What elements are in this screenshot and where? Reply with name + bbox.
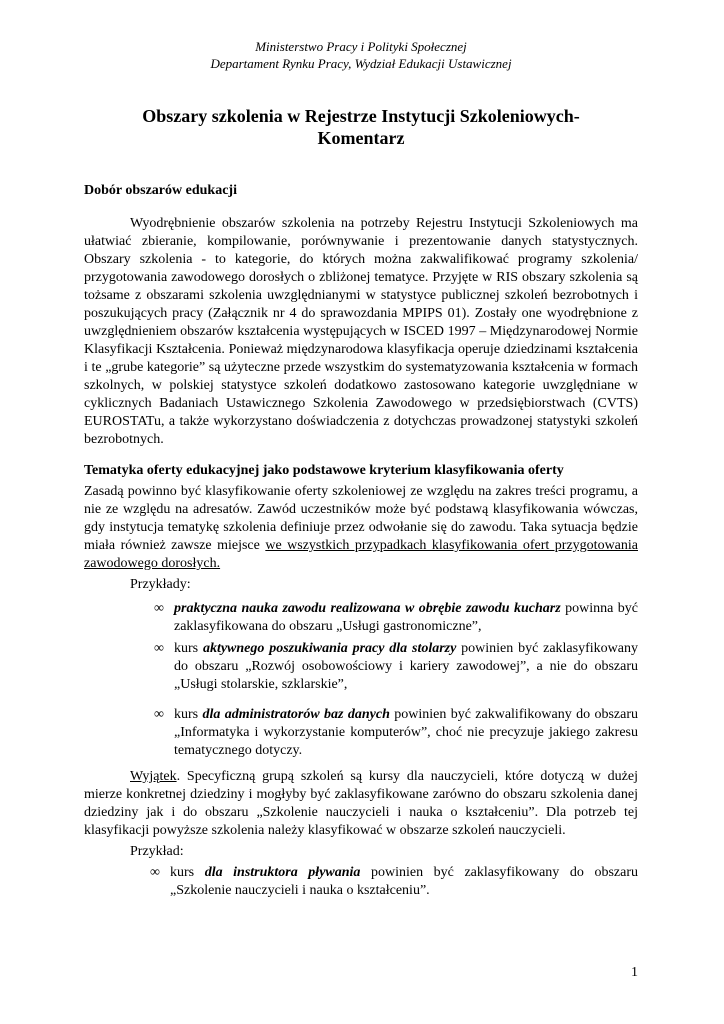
example-emphasis: dla administratorów baz danych [202,707,390,722]
section2-paragraph [84,483,638,573]
infinity-bullet-icon: ∞ [154,601,164,616]
example-post: powinien być zaklasyfikowany do obszaru „Rozwój osobowościowy i kariery zawodowej”, a nie do obszaru „Usługi stolarskie, szklarskie”, [174,641,638,692]
header-department: Departament Rynku Pracy, Wydział Edukacji Ustawicznej [210,56,512,71]
examples-label: Przykłady: [130,577,191,592]
example-pre: kurs [174,707,203,722]
example-post: powinien być zakwalifikowany do obszaru „Informatyka i wykorzystanie komputerów”, choć nie precyzuje jakiego zakresu tematycznego dotyczy. [174,707,638,758]
section1-paragraph: Wyodrębnienie obszarów szkolenia na potrzeby Rejestru Instytucji Szkoleniowych ma ułatwiać zbieranie, kompilowanie, porównywanie i prezentowanie danych statystycznych. Obszary szkolenia - to kategorie, do których można zakwalifikować programy szkolenia/ przygotowania zawodowego dorosłych o zbliżonej tematyce. Przyjęte w RIS obszary szkolenia są tożsame z obszarami szkolenia uwzględnianymi w statystyce publicznej szkoleń bezrobotnych i poszukujących pracy (Załącznik nr 4 do sprawozdania MPIPS 01). Zostały one wyodrębnione z uwzględnieniem obszarów kształcenia występujących w ISCED 1997 – Międzynarodowej Normie Klasyfikacji Kształcenia. Ponieważ międzynarodowa klasyfikacja operuje dziedzinami kształcenia i te „grube kategorie” są użyteczne przede wszystkim do systematyzowania kształcenia w formach szkolnych, w polskiej statystyce szkoleń dodatkowo zastosowano kategorie uwzględniane w cyklicznych Badaniach Ustawicznego Szkolenia Zawodowego w przedsiębiorstwach (CVTS) EUROSTATu, a także wykorzystano doświadczenia z dotychczas prowadzonej statystyki szkoleń bezrobotnych. [84,216,638,447]
example-pre: kurs [174,641,203,656]
example-pre: kurs [170,865,205,880]
document-page [84,38,638,900]
example-post: powinien być zaklasyfikowany do obszaru „Szkolenie nauczycieli i nauka o kształceniu”. [170,865,638,898]
infinity-bullet-icon: ∞ [154,707,164,722]
section-heading-tematyka: Tematyka oferty edukacyjnej jako podstawowe kryterium klasyfikowania oferty [84,463,564,478]
example-post: powinna być zaklasyfikowana do obszaru „Usługi gastronomiczne”, [174,601,638,634]
header-ministry: Ministerstwo Pracy i Polityki Społecznej [255,39,467,54]
page-number: 1 [631,965,638,980]
infinity-bullet-icon: ∞ [154,641,164,656]
exception-label: Wyjątek [130,769,177,784]
example-emphasis: praktyczna nauka zawodu realizowana w obrębie zawodu kucharz [174,601,561,616]
example-emphasis: aktywnego poszukiwania pracy dla stolarzy [202,641,457,656]
example-emphasis: dla instruktora pływania [204,865,361,880]
section-heading-dobor: Dobór obszarów edukacji [84,183,237,198]
document-title [84,105,638,149]
document-header [84,38,638,72]
examples-list [84,600,638,760]
exception-paragraph [84,768,638,840]
infinity-bullet-icon: ∞ [150,865,160,880]
title-line-1: Obszary szkolenia w Rejestrze Instytucji Szkoleniowych- [142,106,580,126]
section2-underlined-text: we wszystkich przypadkach klasyfikowania ofert przygotowania zawodowego dorosłych. [84,538,638,571]
example2-list [84,864,638,900]
list-item [84,640,638,694]
section2-paragraph-text: Zasadą powinno być klasyfikowanie oferty szkoleniowej ze względu na zakres treści programu, a nie ze względu na adresatów. Zawód uczestników może być podstawą klasyfikowania wówczas, gdy instytucja tematykę szkolenia definiuje przez odwołanie się do zawodu. Taka sytuacja będzie miała również zawsze miejsce [84,484,638,553]
title-line-2: Komentarz [317,128,405,148]
list-item [84,864,638,900]
list-item [84,706,638,760]
list-item [84,600,638,636]
example2-label: Przykład: [130,844,184,859]
exception-text: . Specyficzną grupą szkoleń są kursy dla nauczycieli, które dotyczą w dużej mierze konkretnej dziedziny i mogłyby być zaklasyfikowane zarówno do obszaru szkolenia danej dziedziny jak i do obszaru „Szkolenie nauczycieli i nauka o kształceniu”. Dla potrzeb tej klasyfikacji powyższe szkolenia należy klasyfikować w obszarze szkoleń nauczycieli. [84,769,638,838]
